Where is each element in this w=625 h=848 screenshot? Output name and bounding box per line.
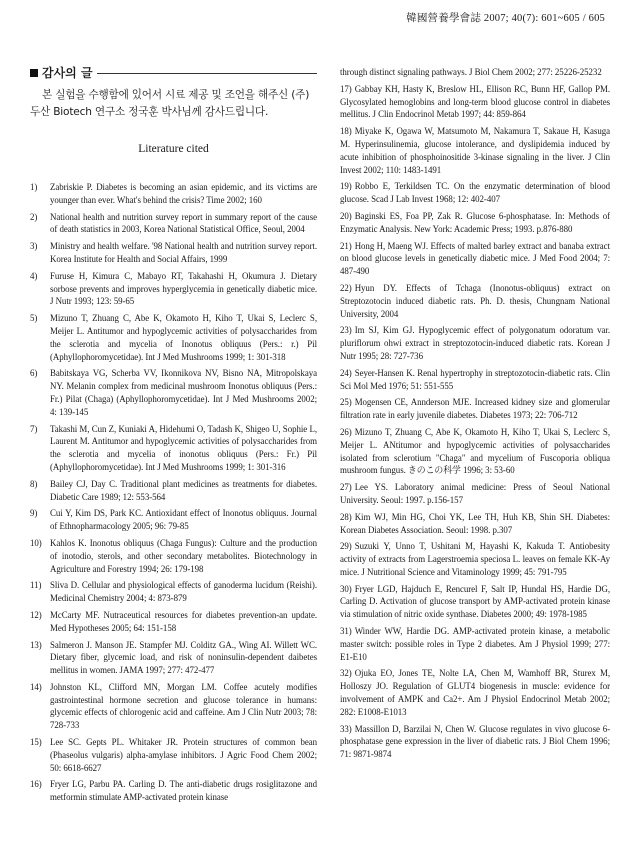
reference-text: Mizuno T, Zhuang C, Abe K, Okamoto H, Kiho T, Ukai S, Leclerc S, Meijer L. Antitumor and hypoglycemic activities of polysaccharides from the sclerotia and mycelia of Inonotus obliquus (Pers.: r.) Pil (Aphyllophoromycetidae). Int J Med Mushrooms 1999; 1: 301-318 xyxy=(50,313,317,362)
reference-item xyxy=(340,210,610,236)
reference-item xyxy=(30,778,317,804)
reference-item xyxy=(30,211,317,237)
reference-text: Fryer LG, Parbu PA. Carling D. The anti-diabetic drugs rosiglitazone and metformin stimulate AMP-activated protein kinase xyxy=(50,779,317,803)
reference-item xyxy=(30,579,317,605)
reference-text: Kahlos K. Inonotus obliquus (Chaga Fungus): Culture and the production of inotodio, sterols, and other secondary metabolites. Biotechnology in Agriculture and Forestry 1994; 26: 179-198 xyxy=(50,537,317,574)
reference-item xyxy=(340,540,610,578)
reference-text: Zabriskie P. Diabetes is becoming an asian epidemic, and its victims are younger than ever. What's behind the crisis? Time 2002; 160 xyxy=(50,182,317,205)
reference-number: 7) xyxy=(30,423,38,434)
reference-text: Im SJ, Kim GJ. Hypoglycemic effect of polygonatum odoratum var. pluriflorum ohwi extract in streptozotocin-induced diabetic rats. Korean J Nutr 1995; 28: 727-736 xyxy=(340,325,610,361)
reference-item xyxy=(30,270,317,308)
reference-item xyxy=(30,537,317,575)
reference-item xyxy=(340,83,610,121)
heading-rule xyxy=(97,73,317,74)
square-bullet-icon xyxy=(30,69,38,77)
reference-item xyxy=(30,312,317,363)
reference-item xyxy=(340,511,610,537)
reference-item xyxy=(340,125,610,176)
reference-text: Massillon D, Barzilai N, Chen W. Glucose regulates in vivo glucose 6-phosphatase gene expression in the liver of diabetic rats. J Biol Chem 1996; 71: 9871-9874 xyxy=(340,723,610,760)
reference-number: 13) xyxy=(30,639,42,650)
reference-number: 16) xyxy=(30,779,42,790)
reference-item xyxy=(340,282,610,320)
reference-text: Furuse H, Kimura C, Mabayo RT, Takahashi H, Okumura J. Dietary sorbose prevents and improves hyperglycemia in genetically diabetic mice. J Nutr 1993; 123: 59-65 xyxy=(50,270,317,307)
reference-text: Hyun DY. Effects of Tchaga (Inonotus-obliquus) extract on Streptozotocin induced diabetic rats. Ph. D. thesis, Chungnam National University, 2004 xyxy=(340,282,610,319)
reference-number: 24) xyxy=(340,367,352,378)
reference-number: 30) xyxy=(340,583,352,594)
reference-number: 8) xyxy=(30,478,38,489)
reference-number: 9) xyxy=(30,508,38,519)
reference-text: Mizuno T, Zhuang C, Abe K, Okamoto H, Kiho T, Ukai S, Leclerc S, Meijer L. ANtitumor and hypoglycemic activities of polysaccharides isolated from sclerotium "Chaga" and mycelium of Fuscoporia obliqua mushroom fungus. きのこの科学 1996; 3: 53-60 xyxy=(340,426,610,476)
reference-text: Ojuka EO, Jones TE, Nolte LA, Chen M, Wamhoff BR, Sturex M, Holloszy JO. Regulation of GLUT4 biogenesis in muscle: evidence for involvement of AMPK and Ca2+. Am J Physiol Endocrinol Metab 2002; 282: E1008-E1013 xyxy=(340,668,610,717)
reference-item xyxy=(30,609,317,635)
reference-number: 31) xyxy=(340,626,352,637)
acknowledgement-heading-text: 감사의 글 xyxy=(42,66,93,80)
right-column xyxy=(340,66,610,765)
reference-text: Robbo E, Terkildsen TC. On the enzymatic determination of blood glucose. Scad J Lab Invest 1968; 12: 402-407 xyxy=(340,181,610,205)
reference-text: Lee YS. Laboratory animal medicine: Press of Seoul National University. Seoul: 1997. p.156-157 xyxy=(340,482,610,505)
reference-number: 11) xyxy=(30,580,42,591)
reference-text: McCarty MF. Nutraceutical resources for diabetes prevention-an update. Med Hypotheses 2005; 64: 151-158 xyxy=(50,609,317,633)
reference-text: Baginski ES, Foa PP, Zak R. Glucose 6-phosphatase. In: Methods of Enzymatic Analysis. New York: Academic Press; 1993. p.876-880 xyxy=(340,210,610,234)
reference-item xyxy=(340,583,610,621)
reference-item xyxy=(30,181,317,207)
reference-item xyxy=(340,324,610,362)
reference-item xyxy=(30,736,317,774)
reference-list-left xyxy=(30,181,317,804)
reference-number: 25) xyxy=(340,397,352,408)
reference-text: Mogensen CE, Annderson MJE. Increased kidney size and glomerular filtration rate in early juvenile diabetes. Diabetes 1973; 22: 706-712 xyxy=(340,397,610,421)
reference-item xyxy=(340,240,610,278)
reference-item xyxy=(30,639,317,677)
reference-text: through distinct signaling pathways. J Biol Chem 2002; 277: 25226-25232 xyxy=(340,67,602,77)
reference-item xyxy=(30,367,317,418)
reference-number: 33) xyxy=(340,723,352,734)
reference-number: 22) xyxy=(340,282,352,293)
reference-item xyxy=(340,396,610,422)
reference-number: 3) xyxy=(30,241,38,252)
reference-item xyxy=(340,625,610,663)
reference-item xyxy=(30,240,317,266)
reference-text: Cui Y, Kim DS, Park KC. Antioxidant effect of Inonotus obliquus. Journal of Ethnopharmacology 2005; 96: 79-85 xyxy=(50,508,317,532)
reference-number: 32) xyxy=(340,668,352,679)
reference-item xyxy=(30,423,317,474)
reference-text: Johnston KL, Clifford MN, Morgan LM. Coffee acutely modifies gastrointestinal hormone secretion and glucose tolerance in humans: glycemic effects of chlorogenic acid and caffeine. Am J Clin Nutr 2003; 78: 728-733 xyxy=(50,681,317,731)
reference-number: 6) xyxy=(30,368,38,379)
reference-number: 1) xyxy=(30,182,38,192)
reference-number: 28) xyxy=(340,511,352,522)
reference-item xyxy=(340,667,610,718)
reference-text: Lee SC. Gepts PL. Whitaker JR. Protein structures of common bean (Phaseolus vulgaris) alpha-amylase inhibitors. J Agric Food Chem 2002; 50: 6618-6627 xyxy=(50,737,317,773)
literature-cited-title: Literature cited xyxy=(138,143,209,155)
reference-text: Salmeron J. Manson JE. Stampfer MJ. Colditz GA., Wing AI. Willett WC. Dietary fiber, glycemic load, and risk of noninsulin-dependent daibetes mellitus in women. JAMA 1997; 277: 472-477 xyxy=(50,639,317,676)
reference-text: Babitskaya VG, Scherba VV, Ikonnikova NV, Bisno NA, Mitropolskaya NY. Melanin complex from medicinal mushroom Inonotus obliquus (Pers.: Fr.) Pilat (Chaga) (Aphyllophoromycetidae). Int J Med Mushrooms 2002; 4: 139-145 xyxy=(50,368,317,417)
reference-item xyxy=(340,66,610,79)
reference-item xyxy=(30,681,317,732)
reference-number: 2) xyxy=(30,211,38,222)
reference-item xyxy=(340,481,610,507)
reference-number: 5) xyxy=(30,313,38,324)
reference-text: Sliva D. Cellular and physiological effects of ganoderma lucidum (Reishi). Medicinal Chemistry 2004; 4: 873-879 xyxy=(50,580,317,604)
reference-number: 26) xyxy=(340,426,352,437)
reference-text: Seyer-Hansen K. Renal hypertrophy in streptozotocin-diabetic rats. Clin Sci Mol Med 1976; 51: 551-555 xyxy=(340,367,610,391)
reference-number: 27) xyxy=(340,482,352,493)
reference-number: 19) xyxy=(340,181,352,192)
reference-number: 23) xyxy=(340,325,352,336)
reference-text: Takashi M, Cun Z, Kuniaki A, Hidehumi O, Tadash K, Shigeo U, Sophie L, Laurent M. Antitumor and hypoglycemic activities of polysaccharides from the sclerotia and mycelia of inonotus obliquus (Pers.: Fr.) Pil (Aphyllophoromycetidae). Int J Med Mushrooms 1999; 1: 301-316 xyxy=(50,423,317,472)
reference-number: 18) xyxy=(340,126,352,137)
running-header: 韓國營養學會誌 2007; 40(7): 601~605 / 605 xyxy=(406,13,605,24)
reference-number: 29) xyxy=(340,541,352,552)
reference-list-right xyxy=(340,66,610,761)
reference-text: Bailey CJ, Day C. Traditional plant medicines as treatments for diabetes. Diabetic Care 1989; 12: 553-564 xyxy=(50,478,317,502)
reference-text: Suzuki Y, Unno T, Ushitani M, Hayashi K, Kakuda T. Antiobesity activity of extracts from Lagerstroemia speciosa L. leaves on female KK-Ay mice. J Nutritional Science and Vitaminology 1999; 45: 791-795 xyxy=(340,541,610,577)
reference-text: Hong H, Maeng WJ. Effects of malted barley extract and banaba extract on blood glucose levels in genetically diabetic mice. J Med Food 2004; 7: 487-490 xyxy=(340,240,610,277)
reference-item xyxy=(30,507,317,533)
reference-number: 10) xyxy=(30,537,42,548)
reference-item xyxy=(340,180,610,206)
reference-item xyxy=(340,367,610,393)
reference-number: 14) xyxy=(30,681,42,692)
reference-text: Fryer LGD, Hajduch E, Rencurel F, Salt IP, Hundal HS, Hardie DG, Carling D. Activation of glucose transport by AMP-activated protein kinase via stimulation of nitric oxide synthase. Diabetes 2000; 49: 1978-1985 xyxy=(340,583,610,620)
reference-number: 17) xyxy=(340,83,352,94)
reference-number: 15) xyxy=(30,737,42,748)
reference-text: Miyake K, Ogawa W, Matsumoto M, Nakamura T, Sakaue H, Kasuga M. Hyperinsulinemia, glucose intolerance, and dyslipidemia induced by acute inhibition of phosphoinositide 3-kinase signaling in the liver. J Clin Invest 2002; 110: 1483-1491 xyxy=(340,126,610,175)
reference-text: Gabbay KH, Hasty K, Breslow HL, Ellison RC, Bunn HF, Gallop PM. Glycosylated hemoglobins and long-term blood glucose control in diabetes mellitus. J Clin Endocrinol Metab 1997; 44: 859-864 xyxy=(340,83,610,120)
reference-number: 12) xyxy=(30,609,42,620)
reference-text: Kim WJ, Min HG, Choi YK, Lee TH, Huh KB, Shin SH. Diabetes: Korean Diabetes Association. Seoul: 1998. p.307 xyxy=(340,511,610,535)
reference-item xyxy=(340,723,610,761)
reference-text: Winder WW, Hardie DG. AMP-activated protein kinase, a metabolic master switch: possible roles in Type 2 diabetes. Am J Physiol 1999; 277: E1-E10 xyxy=(340,626,610,662)
acknowledgement-heading xyxy=(30,64,317,81)
reference-number: 21) xyxy=(340,240,352,251)
acknowledgement-text: 본 실험을 수행함에 있어서 시료 제공 및 조언을 해주신 (주) 두산 Biotech 연구소 정국훈 박사님께 감사드립니다. xyxy=(30,89,310,118)
reference-text: Ministry and health welfare. '98 National health and nutrition survey report. Korea Institute for Health and Social Affairs, 1999 xyxy=(50,241,317,264)
reference-item xyxy=(340,426,610,477)
reference-item xyxy=(30,478,317,504)
reference-number: 4) xyxy=(30,270,38,281)
left-column xyxy=(30,64,317,808)
reference-number: 20) xyxy=(340,210,352,221)
reference-text: National health and nutrition survey report in summary report of the cause of death statistics in 2003, Korea National Statistical Office, Seoul, 2004 xyxy=(50,211,317,235)
